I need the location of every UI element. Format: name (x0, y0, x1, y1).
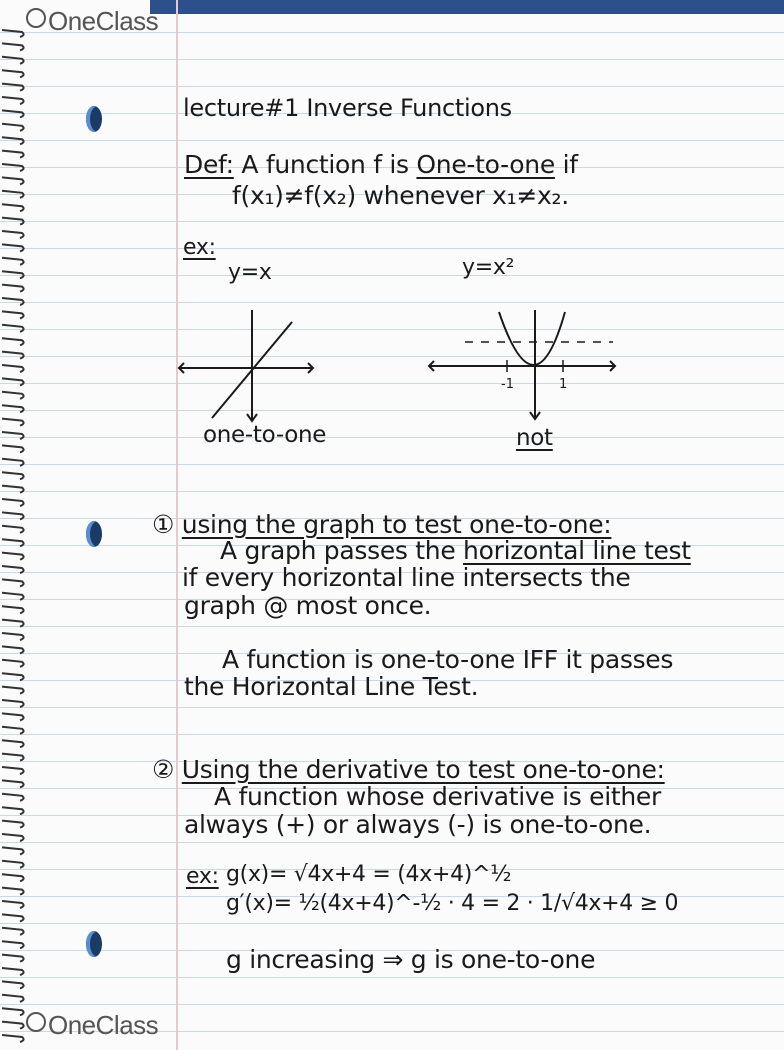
graph2-title: y=x² (462, 255, 515, 280)
section2-line-1: A function whose derivative is either (214, 782, 661, 811)
section1-line-1-text: A graph passes the (220, 536, 464, 565)
def-term: One-to-one (416, 150, 555, 179)
section1-line-2: if every horizontal line intersects the (182, 563, 631, 592)
section1-line-3: graph @ most once. (184, 591, 432, 620)
equation-g: g(x)= √4x+4 = (4x+4)^½ (226, 862, 512, 887)
section2-heading (152, 755, 665, 784)
tick-label-neg: -1 (501, 377, 514, 392)
section1-heading-text: using the graph to test one-to-one: (181, 510, 612, 539)
section1-line-1 (220, 536, 691, 565)
equation-g-prime: g′(x)= ½(4x+4)^-½ · 4 = 2 · 1/√4x+4 ≥ 0 (226, 891, 679, 916)
section1-line-5: the Horizontal Line Test. (184, 672, 479, 701)
def-text-post: if (554, 150, 578, 179)
section2-line-2: always (+) or always (-) is one-to-one. (184, 810, 652, 839)
section1-line-4: A function is one-to-one IFF it passes (222, 645, 674, 674)
section2-number: ② (152, 755, 175, 784)
def-text-pre: A function f is (241, 150, 417, 179)
graph1-title: y=x (228, 260, 272, 285)
section2-heading-text: Using the derivative to test one-to-one: (181, 755, 665, 784)
def-label: Def: (184, 150, 234, 179)
punch-hole (86, 106, 102, 132)
example-label: ex: (183, 235, 216, 260)
punch-hole (86, 521, 102, 547)
section1-number: ① (152, 510, 175, 539)
punch-hole (86, 931, 102, 957)
graph-y-equals-x-squared (425, 300, 625, 425)
graph-y-equals-x (176, 300, 316, 425)
tick-label-pos: 1 (559, 377, 568, 392)
page-top-band (150, 0, 784, 14)
definition-line-1 (184, 150, 578, 179)
graph1-caption: one-to-one (203, 422, 327, 448)
graph2-caption: not (516, 425, 553, 451)
oneclass-logo-bottom: OneClass (26, 1010, 158, 1041)
horizontal-line-test-term: horizontal line test (463, 536, 691, 565)
section2-example-label: ex: (186, 864, 219, 889)
conclusion-line: g increasing ⇒ g is one-to-one (226, 945, 596, 974)
definition-line-2: f(x₁)≠f(x₂) whenever x₁≠x₂. (232, 181, 569, 210)
lecture-title: lecture#1 Inverse Functions (183, 94, 512, 122)
section1-heading (152, 510, 611, 539)
oneclass-logo-top: OneClass (26, 6, 158, 37)
spiral-binding (0, 0, 30, 1050)
